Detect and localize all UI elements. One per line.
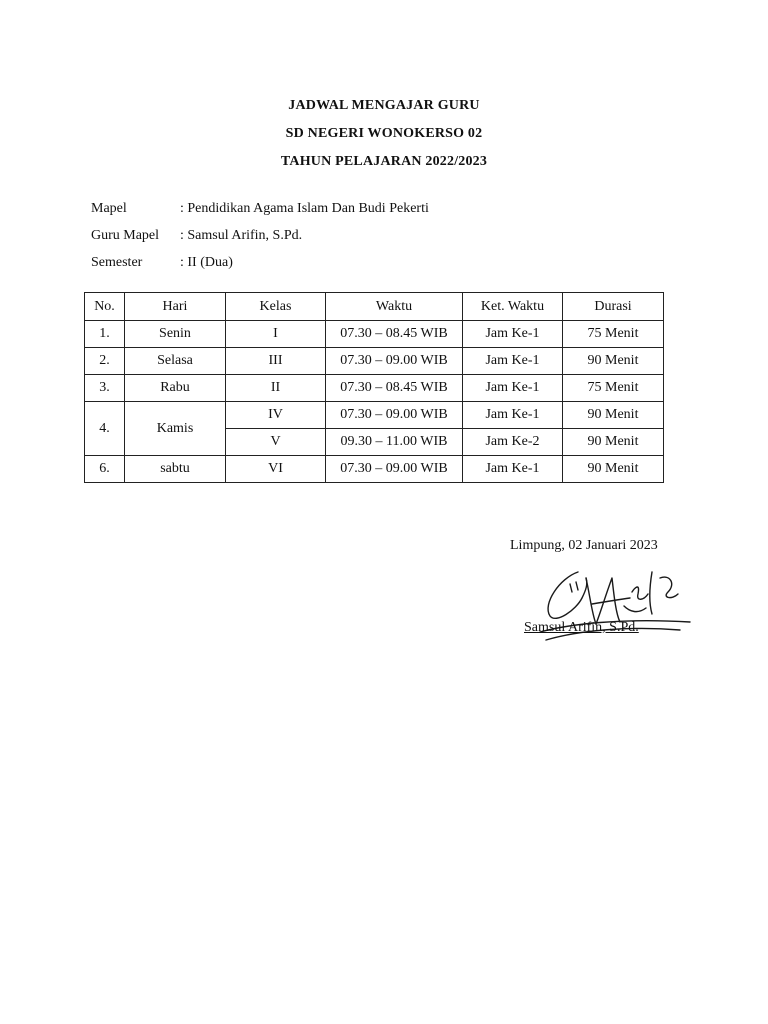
info-row-semester (91, 254, 429, 281)
schedule-table (84, 292, 664, 483)
semester-value: : II (Dua) (180, 255, 233, 270)
cell-ket-waktu: Jam Ke-1 (463, 321, 563, 348)
cell-waktu: 07.30 – 09.00 WIB (326, 402, 463, 429)
header-kelas: Kelas (226, 293, 326, 321)
document-title (0, 92, 768, 176)
guru-value: : Samsul Arifin, S.Pd. (180, 228, 303, 243)
title-line-2: SD NEGERI WONOKERSO 02 (285, 126, 483, 141)
table-row (85, 402, 664, 429)
cell-ket-waktu: Jam Ke-1 (463, 375, 563, 402)
mapel-value: : Pendidikan Agama Islam Dan Budi Pekerti (180, 201, 429, 216)
table-header-row (85, 293, 664, 321)
cell-durasi: 75 Menit (563, 321, 664, 348)
cell-no: 3. (85, 375, 125, 402)
header-waktu: Waktu (326, 293, 463, 321)
cell-no: 1. (85, 321, 125, 348)
info-row-guru (91, 227, 429, 254)
cell-hari: Kamis (125, 402, 226, 456)
cell-no: 6. (85, 456, 125, 483)
cell-hari: Senin (125, 321, 226, 348)
cell-waktu: 07.30 – 08.45 WIB (326, 321, 463, 348)
cell-durasi: 90 Menit (563, 402, 664, 429)
table-row (85, 375, 664, 402)
header-hari: Hari (125, 293, 226, 321)
header-ket-waktu: Ket. Waktu (463, 293, 563, 321)
cell-kelas: II (226, 375, 326, 402)
cell-durasi: 90 Menit (563, 348, 664, 375)
cell-hari: Rabu (125, 375, 226, 402)
cell-kelas: V (226, 429, 326, 456)
mapel-label: Mapel (91, 201, 127, 216)
cell-waktu: 09.30 – 11.00 WIB (326, 429, 463, 456)
cell-durasi: 90 Menit (563, 456, 664, 483)
title-line-1: JADWAL MENGAJAR GURU (288, 98, 480, 113)
header-durasi: Durasi (563, 293, 664, 321)
cell-no: 2. (85, 348, 125, 375)
cell-waktu: 07.30 – 08.45 WIB (326, 375, 463, 402)
cell-waktu: 07.30 – 09.00 WIB (326, 456, 463, 483)
title-line-3: TAHUN PELAJARAN 2022/2023 (280, 154, 488, 169)
cell-no: 4. (85, 402, 125, 456)
header-no: No. (85, 293, 125, 321)
info-row-mapel (91, 200, 429, 227)
cell-ket-waktu: Jam Ke-1 (463, 348, 563, 375)
semester-label: Semester (91, 255, 143, 270)
cell-durasi: 90 Menit (563, 429, 664, 456)
cell-ket-waktu: Jam Ke-1 (463, 456, 563, 483)
table-row (85, 456, 664, 483)
table-row (85, 321, 664, 348)
cell-hari: sabtu (125, 456, 226, 483)
table-row (85, 348, 664, 375)
cell-kelas: III (226, 348, 326, 375)
cell-durasi: 75 Menit (563, 375, 664, 402)
cell-kelas: VI (226, 456, 326, 483)
info-block (91, 200, 429, 281)
signer-name: Samsul Arifin, S.Pd. (524, 620, 639, 635)
cell-ket-waktu: Jam Ke-1 (463, 402, 563, 429)
cell-waktu: 07.30 – 09.00 WIB (326, 348, 463, 375)
cell-hari: Selasa (125, 348, 226, 375)
cell-ket-waktu: Jam Ke-2 (463, 429, 563, 456)
cell-kelas: I (226, 321, 326, 348)
place-date: Limpung, 02 Januari 2023 (510, 538, 658, 553)
cell-kelas: IV (226, 402, 326, 429)
guru-label: Guru Mapel (91, 228, 160, 243)
